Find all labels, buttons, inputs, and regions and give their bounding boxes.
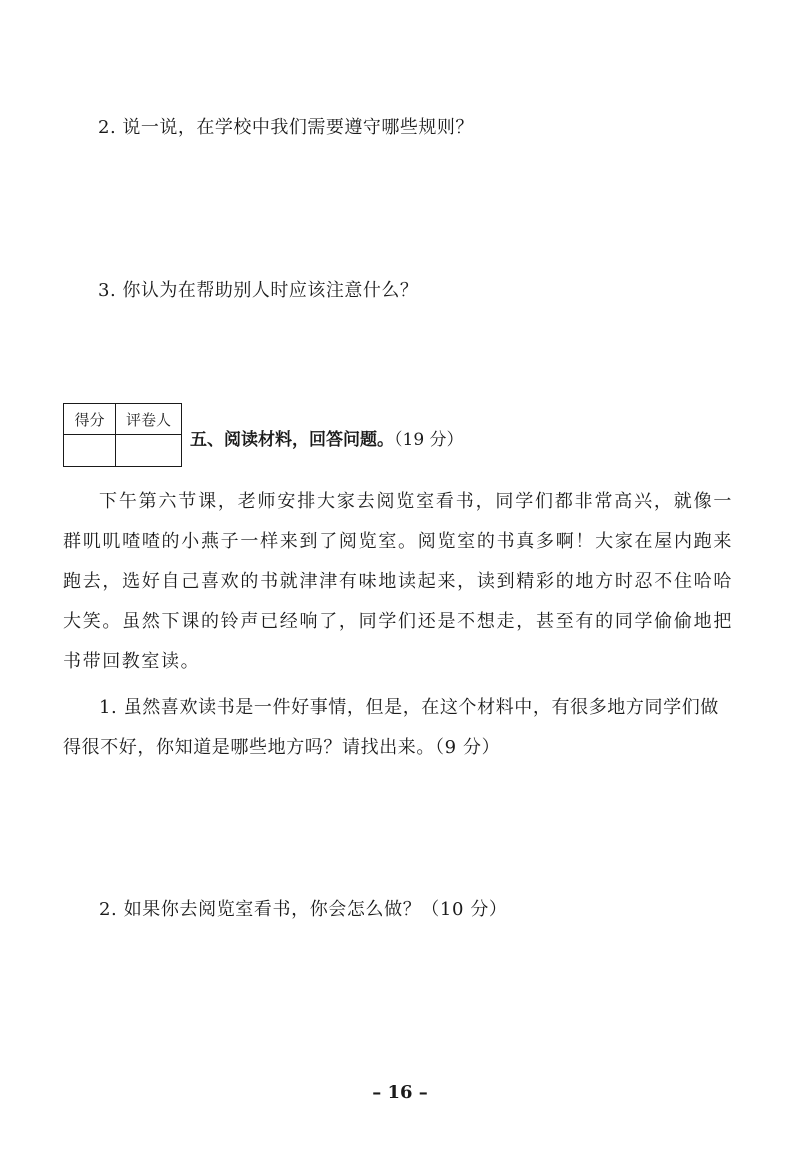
sub-question-2: [63, 890, 733, 930]
section-points: （19 分）: [394, 430, 464, 450]
reading-passage: [63, 482, 733, 682]
score-header: 得分: [64, 404, 116, 435]
section-title-text: 五、阅读材料，回答问题。: [190, 430, 394, 450]
passage-text: 下午第六节课，老师安排大家去阅览室看书，同学们都非常高兴，就像一群叽叽喳喳的小燕子一样来到了阅览室。阅览室的书真多啊！大家在屋内跑来跑去，选好自己喜欢的书就津津有味地读起来，读到精彩的地方时忍不住哈哈大笑。虽然下课的铃声已经响了，同学们还是不想走，甚至有的同学偷偷地把书带回教室读。: [63, 491, 733, 672]
grader-cell: [116, 435, 181, 466]
section-title: [190, 425, 464, 450]
grader-header: 评卷人: [116, 404, 181, 435]
sub-question-2-text: 2. 如果你去阅览室看书，你会怎么做？（10 分）: [99, 899, 508, 920]
question-2-school-rules: 2. 说一说，在学校中我们需要遵守哪些规则？: [98, 117, 474, 138]
sub-question-1-text: 1. 虽然喜欢读书是一件好事情，但是，在这个材料中，有很多地方同学们做得很不好，你知道是哪些地方吗？请找出来。（9 分）: [63, 697, 719, 758]
page-number: – 16 –: [372, 1082, 428, 1103]
question-3-helping-others: 3. 你认为在帮助别人时应该注意什么？: [98, 280, 419, 301]
sub-question-1: [63, 688, 733, 768]
score-cell: [64, 435, 116, 466]
score-box: [63, 403, 182, 467]
